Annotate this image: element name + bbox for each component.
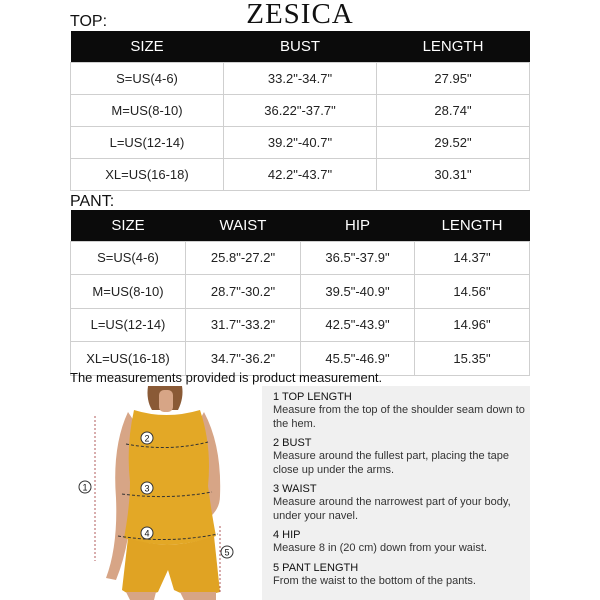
table-cell: 14.37" — [415, 241, 530, 275]
table-cell: 36.5"-37.9" — [301, 241, 415, 275]
marker-2 — [141, 432, 153, 444]
column-header: BUST — [224, 31, 377, 62]
table-cell: 28.7"-30.2" — [186, 275, 301, 309]
table-row — [71, 241, 530, 275]
measurement-guide — [262, 386, 530, 600]
table-row — [71, 275, 530, 309]
measurement-note: The measurements provided is product measurement. — [70, 370, 383, 385]
shorts — [122, 536, 220, 596]
table-cell: 42.5"-43.9" — [301, 308, 415, 342]
marker-label: 4 — [144, 528, 150, 539]
table-cell: XL=US(16-18) — [71, 342, 186, 376]
table-cell: 30.31" — [377, 158, 530, 190]
neck — [159, 390, 173, 412]
marker-label: 3 — [144, 483, 150, 494]
table-cell: 29.52" — [377, 126, 530, 158]
guide-title: 3 WAIST — [273, 483, 317, 495]
table-cell: XL=US(16-18) — [71, 158, 224, 190]
brand-logo: ZESICA — [246, 0, 354, 30]
table-cell: 28.74" — [377, 94, 530, 126]
table-row — [71, 308, 530, 342]
guide-title: 5 PANT LENGTH — [273, 561, 359, 574]
table-cell: 39.2"-40.7" — [224, 126, 377, 158]
table-cell: 39.5"-40.9" — [301, 275, 415, 309]
guide-title: 4 HIP — [273, 529, 301, 541]
table-cell: 36.22"-37.7" — [224, 94, 377, 126]
table-header-row — [71, 210, 530, 241]
table-cell: 25.8"-27.2" — [186, 241, 301, 275]
pant-section-label: PANT: — [70, 193, 115, 210]
guide-description: Measure from the top of the shoulder seam down to the hem. — [273, 404, 525, 430]
column-header: LENGTH — [415, 210, 530, 241]
table-cell: 27.95" — [377, 62, 530, 94]
column-header: WAIST — [186, 210, 301, 241]
pant-size-table — [70, 210, 530, 376]
table-cell: M=US(8-10) — [71, 275, 186, 309]
marker-5 — [221, 546, 233, 558]
table-row — [71, 62, 530, 94]
guide-description: Measure around the fullest part, placing the tape close up under the arms. — [273, 450, 510, 476]
model-figure — [70, 386, 260, 600]
table-cell: S=US(4-6) — [71, 241, 186, 275]
marker-label: 1 — [82, 482, 88, 493]
table-cell: 42.2"-43.7" — [224, 158, 377, 190]
legs — [126, 592, 216, 600]
column-header: LENGTH — [377, 31, 530, 62]
table-cell: S=US(4-6) — [71, 62, 224, 94]
marker-label: 2 — [144, 433, 150, 444]
table-cell: 31.7"-33.2" — [186, 308, 301, 342]
column-header: SIZE — [71, 31, 224, 62]
guide-description: Measure around the narrowest part of your body, under your navel. — [273, 496, 511, 522]
guide-description: From the waist to the bottom of the pants. — [273, 574, 476, 587]
guide-title: 1 TOP LENGTH — [273, 391, 352, 403]
table-cell: 14.56" — [415, 275, 530, 309]
guide-item-bust — [273, 437, 530, 477]
guide-item-hip — [273, 529, 530, 556]
model-measurement-illustration — [70, 386, 260, 600]
table-cell: L=US(12-14) — [71, 308, 186, 342]
guide-item-pant-length — [273, 562, 530, 589]
marker-label: 5 — [224, 547, 230, 558]
guide-title: 2 BUST — [273, 437, 312, 449]
table-cell: 33.2"-34.7" — [224, 62, 377, 94]
guide-item-top-length — [273, 391, 530, 431]
table-cell: 15.35" — [415, 342, 530, 376]
top-size-table — [70, 31, 530, 191]
table-cell: L=US(12-14) — [71, 126, 224, 158]
column-header: SIZE — [71, 210, 186, 241]
table-cell: 14.96" — [415, 308, 530, 342]
table-row — [71, 158, 530, 190]
table-cell: 34.7"-36.2" — [186, 342, 301, 376]
top-section-label: TOP: — [70, 13, 108, 30]
marker-4 — [141, 527, 153, 539]
guide-description: Measure 8 in (20 cm) down from your waist. — [273, 542, 487, 554]
sleeveless-top — [124, 410, 216, 545]
table-row — [71, 126, 530, 158]
column-header: HIP — [301, 210, 415, 241]
marker-3 — [141, 482, 153, 494]
table-header-row — [71, 31, 530, 62]
table-cell: 45.5"-46.9" — [301, 342, 415, 376]
table-cell: M=US(8-10) — [71, 94, 224, 126]
marker-1 — [79, 481, 91, 493]
guide-item-waist — [273, 483, 530, 523]
table-row — [71, 94, 530, 126]
